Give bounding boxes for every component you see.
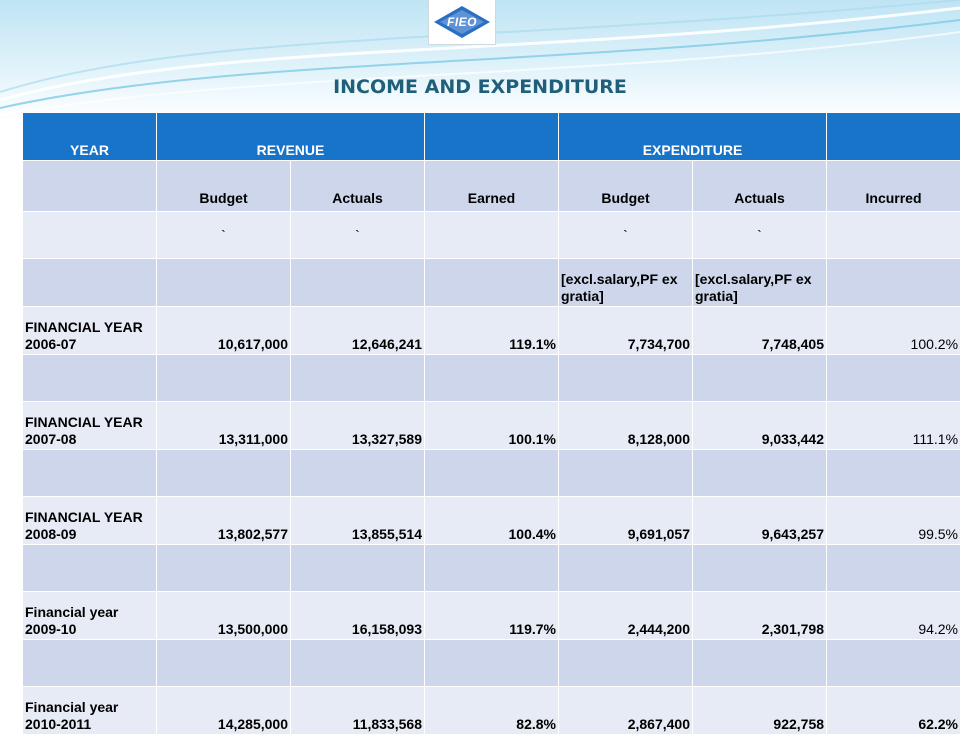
row-incurred: 94.2%: [827, 592, 960, 640]
row-earned: 82.8%: [425, 687, 559, 735]
row-incurred: 99.5%: [827, 497, 960, 545]
tick-cell: `: [559, 212, 693, 259]
row-incurred: 62.2%: [827, 687, 960, 735]
row-year: FINANCIAL YEAR 2007-08: [23, 402, 157, 450]
tick-cell: [827, 212, 960, 259]
row-rev-budget: 14,285,000: [157, 687, 291, 735]
row-exp-actuals: 9,033,442: [693, 402, 827, 450]
spacer-cell: [23, 355, 157, 402]
row-earned: 119.1%: [425, 307, 559, 355]
row-rev-budget: 13,500,000: [157, 592, 291, 640]
row-earned: 100.4%: [425, 497, 559, 545]
subheader-earned: Earned: [425, 161, 559, 212]
subheader-row: [23, 161, 960, 212]
row-rev-actuals: 13,855,514: [291, 497, 425, 545]
row-year: FINANCIAL YEAR 2006-07: [23, 307, 157, 355]
table-row: [23, 402, 960, 450]
spacer-cell: [157, 450, 291, 497]
note-exp-actuals: [excl.salary,PF ex gratia]: [693, 259, 827, 307]
header-blank: [425, 113, 559, 161]
spacer-cell: [425, 545, 559, 592]
spacer-cell: [827, 640, 960, 687]
table-row: [23, 687, 960, 735]
spacer-cell: [157, 545, 291, 592]
header-expenditure: EXPENDITURE: [559, 113, 827, 161]
row-earned: 100.1%: [425, 402, 559, 450]
spacer-cell: [559, 450, 693, 497]
row-exp-actuals: 7,748,405: [693, 307, 827, 355]
spacer-cell: [157, 640, 291, 687]
spacer-cell: [425, 355, 559, 402]
spacer-cell: [291, 450, 425, 497]
spacer-cell: [693, 450, 827, 497]
row-rev-actuals: 13,327,589: [291, 402, 425, 450]
row-exp-budget: 8,128,000: [559, 402, 693, 450]
row-exp-budget: 2,867,400: [559, 687, 693, 735]
spacer-cell: [23, 640, 157, 687]
spacer-cell: [827, 355, 960, 402]
row-exp-actuals: 9,643,257: [693, 497, 827, 545]
row-exp-budget: 9,691,057: [559, 497, 693, 545]
subheader-exp-actuals: Actuals: [693, 161, 827, 212]
row-rev-actuals: 12,646,241: [291, 307, 425, 355]
income-expenditure-table: [22, 112, 960, 735]
row-year: Financial year 2009-10: [23, 592, 157, 640]
note-cell: [425, 259, 559, 307]
note-cell: [23, 259, 157, 307]
logo-text: FIEO: [429, 0, 495, 44]
page-title: INCOME AND EXPENDITURE: [0, 76, 960, 98]
subheader-incurred: Incurred: [827, 161, 960, 212]
spacer-cell: [827, 450, 960, 497]
spacer-cell: [693, 640, 827, 687]
table-row: [23, 497, 960, 545]
row-exp-actuals: 2,301,798: [693, 592, 827, 640]
spacer-cell: [559, 355, 693, 402]
row-exp-budget: 2,444,200: [559, 592, 693, 640]
subheader-actuals: Actuals: [291, 161, 425, 212]
row-year: Financial year 2010-2011: [23, 687, 157, 735]
tick-cell: `: [157, 212, 291, 259]
spacer-cell: [23, 450, 157, 497]
subheader-cell: [23, 161, 157, 212]
spacer-cell: [559, 545, 693, 592]
note-row: [23, 259, 960, 307]
spacer-cell: [157, 355, 291, 402]
spacer-cell: [827, 545, 960, 592]
header-blank: [827, 113, 960, 161]
spacer-cell: [291, 545, 425, 592]
row-earned: 119.7%: [425, 592, 559, 640]
subheader-budget: Budget: [157, 161, 291, 212]
row-incurred: 100.2%: [827, 307, 960, 355]
row-exp-budget: 7,734,700: [559, 307, 693, 355]
header-revenue: REVENUE: [157, 113, 425, 161]
row-incurred: 111.1%: [827, 402, 960, 450]
row-rev-budget: 13,311,000: [157, 402, 291, 450]
row-exp-actuals: 922,758: [693, 687, 827, 735]
row-rev-budget: 13,802,577: [157, 497, 291, 545]
note-cell: [157, 259, 291, 307]
spacer-cell: [425, 450, 559, 497]
spacer-cell: [693, 545, 827, 592]
tick-cell: [23, 212, 157, 259]
tick-cell: `: [693, 212, 827, 259]
spacer-cell: [693, 355, 827, 402]
spacer-cell: [425, 640, 559, 687]
tick-row: [23, 212, 960, 259]
spacer-cell: [559, 640, 693, 687]
row-rev-actuals: 16,158,093: [291, 592, 425, 640]
spacer-row: [23, 545, 960, 592]
table-row: [23, 592, 960, 640]
table-header-row: [23, 113, 960, 161]
header-year: YEAR: [23, 113, 157, 161]
tick-cell: `: [291, 212, 425, 259]
note-cell: [291, 259, 425, 307]
row-year: FINANCIAL YEAR 2008-09: [23, 497, 157, 545]
spacer-row: [23, 640, 960, 687]
spacer-row: [23, 450, 960, 497]
subheader-exp-budget: Budget: [559, 161, 693, 212]
spacer-row: [23, 355, 960, 402]
note-exp-budget: [excl.salary,PF ex gratia]: [559, 259, 693, 307]
spacer-cell: [291, 640, 425, 687]
spacer-cell: [291, 355, 425, 402]
table-row: [23, 307, 960, 355]
row-rev-budget: 10,617,000: [157, 307, 291, 355]
row-rev-actuals: 11,833,568: [291, 687, 425, 735]
note-cell: [827, 259, 960, 307]
fieo-logo: [428, 0, 496, 45]
tick-cell: [425, 212, 559, 259]
spacer-cell: [23, 545, 157, 592]
